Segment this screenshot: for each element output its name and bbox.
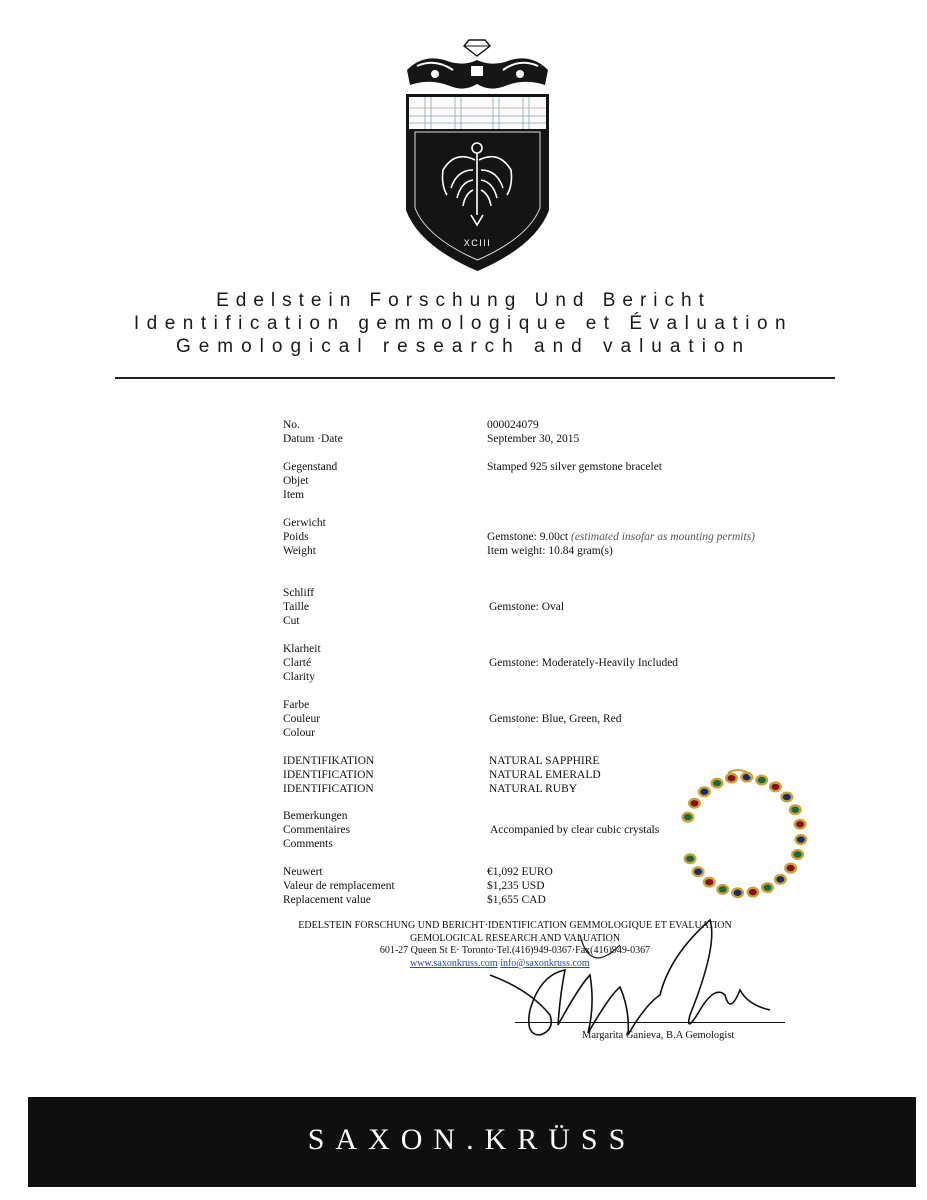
signature-line [515,1022,785,1023]
bead-stone [684,814,692,820]
replacement-value-amounts: €1,092 EURO $1,235 USD $1,655 CAD [487,866,553,906]
replacement-value-label: Neuwert Valeur de remplacement Replacement value [283,866,395,906]
weight-value-item: Item weight: 10.84 gram(s) [487,545,613,557]
bead-stone [776,876,784,882]
clarity-value: Gemstone: Moderately-Heavily Included [489,657,679,669]
bead-stone [686,856,694,862]
identification-value: NATURAL SAPPHIRE NATURAL EMERALD NATURAL RUBY [489,755,601,795]
clarity-label: Klarheit Clarté Clarity [283,643,321,683]
bead-stone [694,869,702,875]
diamond-icon [464,40,490,56]
website-link[interactable]: www.saxonkruss.com [410,958,498,969]
brand-name: SAXON.KRÜSS [307,1123,637,1156]
bead-stone [719,886,727,892]
cut-label: Schliff Taille Cut [283,587,315,627]
footer-address: 601-27 Queen St E· Toronto·Tel.(416)949-0367·Fax(416)949-0367 [379,945,651,956]
footer-company: EDELSTEIN FORSCHUNG UND BERICHT·IDENTIFICATION GEMMOLOGIQUE ET EVALUATION [298,920,732,931]
bead-stone [700,789,708,795]
comments-label: Bemerkungen Commentaires Comments [283,810,351,850]
bracelet-photo [668,765,818,910]
colour-value: Gemstone: Blue, Green, Red [489,713,622,725]
comments-value: Accompanied by clear cubic crystals [490,824,660,836]
no-label: No. [283,419,300,431]
email-link[interactable]: info@saxonkruss.com [500,958,590,969]
bead-stone [749,889,757,895]
bead-stone [787,865,795,871]
footer-subtitle: GEMOLOGICAL RESEARCH AND VALUATION [409,933,621,944]
brand-banner [28,1097,916,1187]
no-value: 000024079 [487,419,539,431]
bead-stone [771,784,779,790]
bead-stone [796,821,804,827]
bead-stone [794,851,802,857]
crest-numeral: XCIII [463,238,492,248]
bead-stone [791,807,799,813]
bead-stone [713,780,721,786]
item-value: Stamped 925 silver gemstone bracelet [487,461,663,473]
heading-french: Identification gemmologique et Évaluation [133,313,794,334]
colour-label: Farbe Couleur Colour [283,699,321,739]
date-label: Datum ·Date [283,433,343,445]
heading-german: Edelstein Forschung Und Bericht [216,290,711,311]
handwritten-signature [470,915,790,1045]
bead-stone [690,800,698,806]
bead-stone [734,890,742,896]
bead-stone [705,879,713,885]
item-label: Gegenstand Objet Item [283,461,338,501]
bead-stone [727,775,735,781]
signature-name: Margarita Ganieva, B.A Gemologist [582,1030,735,1041]
weight-value-gemstone: Gemstone: 9.00ct (estimated insofar as mounting permits) [487,531,755,543]
heading-english: Gemological research and valuation [175,336,752,357]
weight-note: (estimated insofar as mounting permits) [571,531,755,543]
date-value: September 30, 2015 [487,433,580,445]
heading-divider [115,377,835,379]
bead-stone [758,777,766,783]
identification-label: IDENTIFIKATION IDENTIFICATION IDENTIFICATION [283,755,375,795]
bead-stone [797,836,805,842]
cut-value: Gemstone: Oval [489,601,565,613]
bead-stone [783,794,791,800]
weight-label: Gerwicht Poids Weight [283,517,326,557]
bead-stone [763,884,771,890]
crest-logo [395,30,560,275]
